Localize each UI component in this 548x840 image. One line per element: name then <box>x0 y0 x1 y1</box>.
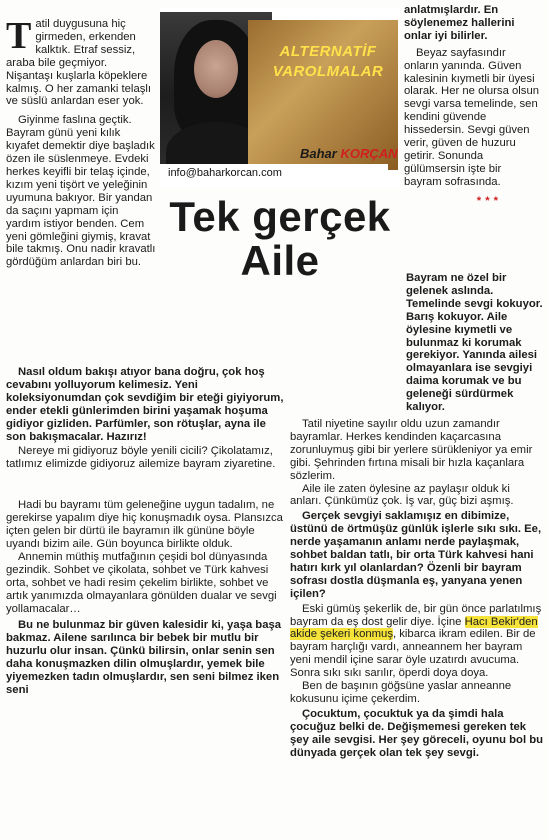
paragraph: Gerçek sevgiyi saklamışız en dibimize, üstünü de örtmüşüz günlük işlerle sıkı sıkı. Ee, nerde yaşamanın anlamı nerde paylaşmak, sohbet baldan tatlı, bir orta Türk kahvesi hani hatırı kırk yıl olanlardan? Özenli bir bayram sofrası dostla düşmanla eş, yanyana yenen içilen? <box>290 510 542 600</box>
paragraph: Eski gümüş şekerlik de, bir gün önce parlatılmış bayram da eş dost gelir diye. İçine Hacı Bekir'den akide şekeri konmuş, kibarca ikram edilen. Bir de bayram harçlığı vardı, anneannem her bayram yeni mendil içine sarar öyle uzatırdı avucuma. Sonra sıkı sıkı sarılır, öperdi doya doya. <box>290 602 542 680</box>
left-column-top <box>6 15 156 269</box>
paragraph: Bayram ne özel bir gelenek aslında. Temelinde sevgi kokuyor. Barış kokuyor. Aile öylesine kıymetli ve bulunmaz ki korumak gerekiyor. Yanında ailesi olmayanlara ise sevgiyi daima korumak ve bu geleneği sürdürmek kalıyor. <box>406 272 543 414</box>
author-email: info@baharkorcan.com <box>168 164 388 182</box>
highlighted-text: Hacı Bekir'den akide şekeri konmuş <box>290 615 538 641</box>
paragraph: Tatil niyetine sayılır oldu uzun zamandır bayramlar. Herkes kendinden kaçarcasına zorunluymuş gibi bir yerlere sürükleniyor ya emir gibi. Şehrinden fırtına misali bir hızla kaçanlara sözlerim. <box>290 417 533 482</box>
paragraph: Giyinme faslına geçtik. Bayram günü yeni kılık kıyafet demektir diye başladık özen ile süslenmeye. Evdeki herkes keyifli bir telaş içinde, kızım yeni tişört ve yeleğinin uyumuna bakıyor. Bir yandan da saçını yapmam için yardım istiyor benden. Cem yeni gömleğini giymiş, kravat bile takmış. Onu nadir kravatlı gördüğüm anlardan biri bu. <box>6 114 156 269</box>
paragraph: Aile ile zaten öylesine az paylaşır olduk ki anları. Çünkümüz çok. İş var, güç bizi aşmış. <box>290 482 514 508</box>
right-column-top <box>404 4 542 208</box>
drop-cap: T <box>6 15 32 57</box>
column-name: ALTERNATİF VAROLMALAR <box>272 43 384 80</box>
paragraph: Hadi bu bayramı tüm geleneğine uygun tadalım, ne gerekirse yapalım diye hiç konuşmadık oysa. Plansızca içten gelen bir dürtü ile bayramın ilk gününe böyle uyandı bizim aile. Gün boyunca birlikte olduk. <box>6 499 283 550</box>
right-column-wide <box>290 272 544 760</box>
left-column-wide <box>6 366 284 697</box>
paragraph: Nereye mi gidiyoruz böyle yenili cicili? Çikolatamız, tatlımız elimizde gidiyoruz ailemize bayram ziyaretine. <box>6 445 276 471</box>
article-title: Tek gerçek Aile <box>169 193 391 284</box>
author-name: Bahar KORÇAN <box>300 146 398 161</box>
paragraph: Çocuktum, çocuktuk ya da şimdi hala çocuğuz belki de. Değişmemesi gereken tek şey aile sevgisi. Her şey göreceli, oyunu bol bu dünyada gerçek olan tek şey sevgi. <box>290 707 544 759</box>
paragraph: Beyaz sayfasındır onların yanında. Güven kalesinin kıymetli bir üyesi olarak. Her ne olursa olsun sevgi varsa temelinde, sen kendini güvende hissedersin. Sevgi güven verir, güven de huzuru getirir. Sonunda gülümsersin işte bir bayram sofrasında. <box>404 46 540 188</box>
paragraph: Tatil duygusuna hiç girmeden, erkenden kalktık. Etraf sessiz, araba bile geçmiyor. Nişantaşı kuşlarla köpeklere kalmış. O her zamanki telaşlı ve süslü anlardan eser yok. <box>6 15 152 108</box>
paragraph: anlatmışlardır. En söylenemez hallerini onlar iyi bilirler. <box>404 4 515 42</box>
separator-dots: *** <box>476 194 502 207</box>
paragraph: Nasıl oldum bakışı atıyor bana doğru, çok hoş cevabını yolluyorum kelimesiz. Yeni koleksiyonumdan çok sevdiğim bir eteği giyiyorum, ender etekli günlerimden birini yaşamak hoşuma gidiyor gizliden. Parfümler, son rötuşlar, ayna ile son bakışmacalar. Hazırız! <box>6 366 284 443</box>
paragraph: Annemin müthiş mutfağının çeşidi bol dünyasında gezindik. Sohbet ve çikolata, sohbet ve Türk kahvesi orta, sohbet ve hadi resim çekelim birlikte, sohbet ve artık yanımızda olmayanlara gönülden dualar ve sevgi yollamacalar… <box>6 550 277 615</box>
paragraph: Ben de başının göğsüne yaslar anneanne kokusunu içime çekerdim. <box>290 680 512 705</box>
paragraph: Bu ne bulunmaz bir güven kalesidir ki, yaşa başa bakmaz. Ailene sarılınca bir bebek bir mutlu bir huzurlu olur insan. Çünkü bilirsin, onlar senin sen daha konuşmazken dilin olmuşlardır, yemek bile yiyemezken tadın olmuşlardır, sen seni bilmez iken seni <box>6 619 282 696</box>
